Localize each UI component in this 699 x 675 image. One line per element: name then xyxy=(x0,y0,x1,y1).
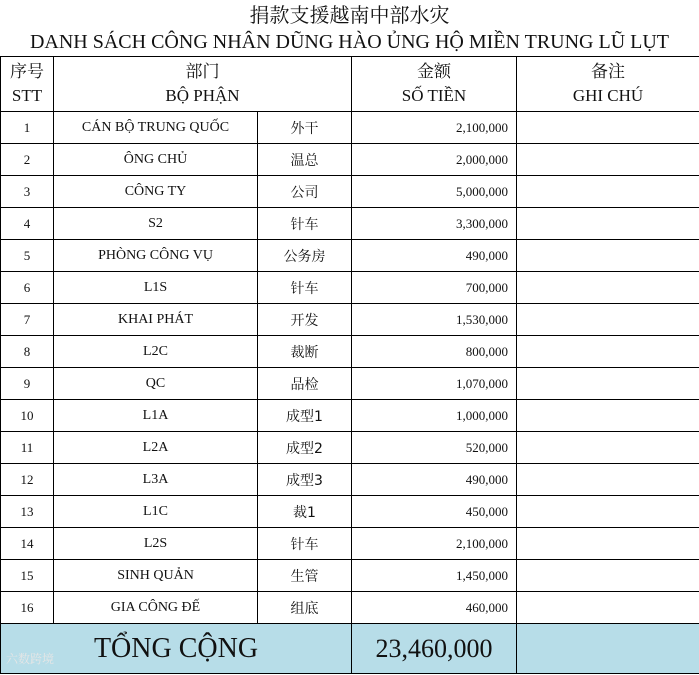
row-dept-vi: ÔNG CHỦ xyxy=(54,144,258,176)
row-dept-vi: CÔNG TY xyxy=(54,176,258,208)
row-dept-vi: KHAI PHÁT xyxy=(54,304,258,336)
row-dept-vi: L2A xyxy=(54,432,258,464)
row-note xyxy=(517,208,699,240)
header-note xyxy=(517,57,699,112)
row-dept-zh: 成型3 xyxy=(258,464,352,496)
table-body xyxy=(1,112,699,624)
row-dept-vi: L2S xyxy=(54,528,258,560)
row-stt: 10 xyxy=(1,400,54,432)
row-note xyxy=(517,336,699,368)
table-row xyxy=(1,560,699,592)
row-stt: 16 xyxy=(1,592,54,624)
header-amount xyxy=(352,57,517,112)
table-row xyxy=(1,368,699,400)
row-stt: 8 xyxy=(1,336,54,368)
row-stt: 12 xyxy=(1,464,54,496)
row-dept-zh: 成型1 xyxy=(258,400,352,432)
header-note-zh: 备注 xyxy=(591,62,625,82)
row-stt: 6 xyxy=(1,272,54,304)
row-dept-zh: 裁1 xyxy=(258,496,352,528)
row-amount: 3,300,000 xyxy=(352,208,517,240)
row-note xyxy=(517,240,699,272)
title-chinese: 捐款支援越南中部水灾 xyxy=(249,3,450,27)
row-dept-vi: L1C xyxy=(54,496,258,528)
table-row xyxy=(1,400,699,432)
row-dept-zh: 针车 xyxy=(258,528,352,560)
row-amount: 2,000,000 xyxy=(352,144,517,176)
row-dept-zh: 外干 xyxy=(258,112,352,144)
row-dept-vi: CÁN BỘ TRUNG QUỐC xyxy=(54,112,258,144)
row-stt: 4 xyxy=(1,208,54,240)
row-note xyxy=(517,464,699,496)
row-note xyxy=(517,400,699,432)
row-note xyxy=(517,304,699,336)
row-dept-vi: SINH QUẢN xyxy=(54,560,258,592)
row-note xyxy=(517,496,699,528)
table-row xyxy=(1,336,699,368)
row-amount: 1,000,000 xyxy=(352,400,517,432)
row-dept-zh: 组底 xyxy=(258,592,352,624)
header-dept xyxy=(54,57,352,112)
title-vietnamese: DANH SÁCH CÔNG NHÂN DŨNG HÀO ỦNG HỘ MIỀN TRUNG LŨ LỤT xyxy=(29,31,670,53)
row-amount: 2,100,000 xyxy=(352,528,517,560)
row-note xyxy=(517,176,699,208)
header-dept-zh: 部门 xyxy=(185,62,220,82)
header-stt xyxy=(1,57,54,112)
table-header-row xyxy=(1,57,699,112)
row-amount: 1,530,000 xyxy=(352,304,517,336)
row-dept-zh: 生管 xyxy=(258,560,352,592)
row-amount: 700,000 xyxy=(352,272,517,304)
watermark-text: 六数跨境 xyxy=(6,652,55,666)
table-row xyxy=(1,304,699,336)
table-row xyxy=(1,240,699,272)
table-row xyxy=(1,464,699,496)
row-note xyxy=(517,272,699,304)
row-amount: 460,000 xyxy=(352,592,517,624)
row-dept-zh: 针车 xyxy=(258,272,352,304)
header-amount-zh: 金额 xyxy=(417,62,451,82)
row-dept-vi: L2C xyxy=(54,336,258,368)
row-note xyxy=(517,112,699,144)
table-row xyxy=(1,592,699,624)
row-note xyxy=(517,528,699,560)
table-row xyxy=(1,528,699,560)
row-dept-zh: 品检 xyxy=(258,368,352,400)
row-note xyxy=(517,560,699,592)
row-stt: 14 xyxy=(1,528,54,560)
row-dept-vi: PHÒNG CÔNG VỤ xyxy=(54,240,258,272)
row-stt: 3 xyxy=(1,176,54,208)
row-stt: 5 xyxy=(1,240,54,272)
table-row xyxy=(1,496,699,528)
row-stt: 1 xyxy=(1,112,54,144)
table-row xyxy=(1,208,699,240)
table-row xyxy=(1,144,699,176)
row-amount: 800,000 xyxy=(352,336,517,368)
row-amount: 490,000 xyxy=(352,240,517,272)
row-note xyxy=(517,592,699,624)
row-stt: 13 xyxy=(1,496,54,528)
row-stt: 2 xyxy=(1,144,54,176)
total-amount: 23,460,000 xyxy=(352,624,517,674)
header-stt-zh: 序号 xyxy=(10,62,44,82)
row-dept-zh: 开发 xyxy=(258,304,352,336)
row-dept-zh: 公司 xyxy=(258,176,352,208)
row-dept-vi: GIA CÔNG ĐẾ xyxy=(54,592,258,624)
row-amount: 450,000 xyxy=(352,496,517,528)
row-amount: 2,100,000 xyxy=(352,112,517,144)
table-row xyxy=(1,432,699,464)
row-stt: 7 xyxy=(1,304,54,336)
table-row xyxy=(1,272,699,304)
header-stt-vi: STT xyxy=(11,86,43,105)
row-amount: 520,000 xyxy=(352,432,517,464)
row-amount: 1,070,000 xyxy=(352,368,517,400)
table-row xyxy=(1,112,699,144)
total-row xyxy=(1,624,699,674)
donation-table xyxy=(0,56,699,674)
table-row xyxy=(1,176,699,208)
header-dept-vi: BỘ PHẬN xyxy=(165,86,240,105)
row-dept-zh: 针车 xyxy=(258,208,352,240)
header-amount-vi: SỐ TIỀN xyxy=(401,86,467,105)
row-note xyxy=(517,368,699,400)
row-amount: 5,000,000 xyxy=(352,176,517,208)
header-note-vi: GHI CHÚ xyxy=(572,86,644,105)
total-label: TỔNG CỘNG xyxy=(1,624,352,674)
row-dept-zh: 裁断 xyxy=(258,336,352,368)
row-stt: 15 xyxy=(1,560,54,592)
row-dept-vi: QC xyxy=(54,368,258,400)
row-dept-vi: L1S xyxy=(54,272,258,304)
row-dept-vi: L1A xyxy=(54,400,258,432)
row-dept-zh: 成型2 xyxy=(258,432,352,464)
row-dept-zh: 温总 xyxy=(258,144,352,176)
row-amount: 1,450,000 xyxy=(352,560,517,592)
row-dept-vi: S2 xyxy=(54,208,258,240)
row-dept-zh: 公务房 xyxy=(258,240,352,272)
row-stt: 9 xyxy=(1,368,54,400)
row-amount: 490,000 xyxy=(352,464,517,496)
row-dept-vi: L3A xyxy=(54,464,258,496)
row-note xyxy=(517,432,699,464)
row-note xyxy=(517,144,699,176)
total-note-cell xyxy=(517,624,699,674)
row-stt: 11 xyxy=(1,432,54,464)
